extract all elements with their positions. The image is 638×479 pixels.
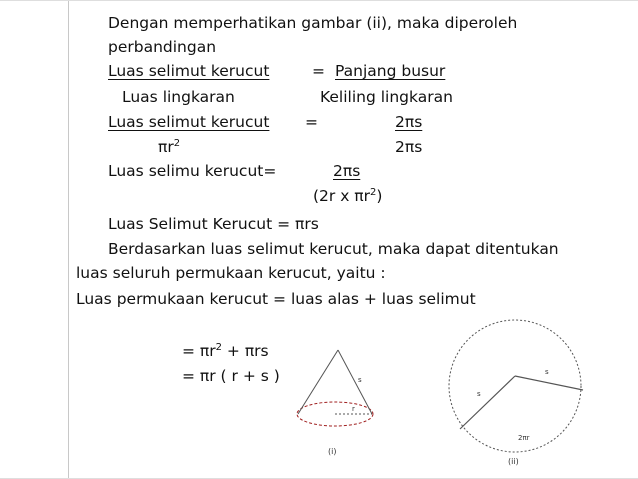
text-line-7: Luas selimu kerucut= (108, 162, 277, 180)
fraction2-numerator-right: 2πs (395, 113, 423, 131)
sector-side-left-label: s (477, 390, 481, 398)
text-line-11: luas seluruh permukaan kerucut, yaitu : (76, 264, 386, 282)
text-line-2: perbandingan (108, 38, 217, 56)
text-line-1: Dengan memperhatikan gambar (ii), maka diperoleh (108, 14, 518, 32)
equals-sign: = (312, 62, 325, 80)
fraction-denominator-left: Luas lingkaran (122, 88, 235, 106)
text-line-9: Luas Selimut Kerucut = πrs (108, 215, 319, 233)
top-border (0, 0, 638, 1)
fraction-numerator-right: Panjang busur (335, 62, 446, 80)
sector-caption: (ii) (508, 457, 519, 466)
fraction2-numerator-left: Luas selimut kerucut (108, 113, 270, 131)
equals-sign-2: = (305, 113, 318, 131)
cone-radius-label: r (352, 405, 355, 413)
cone-caption: (i) (328, 447, 337, 456)
text-line-10: Berdasarkan luas selimut kerucut, maka dapat ditentukan (108, 240, 559, 258)
sector-figure (425, 318, 615, 468)
sector-side-right-label: s (545, 368, 549, 376)
sector-arc-label: 2πr (518, 434, 530, 442)
fraction2-denominator-left: $\pi r^2$ (158, 138, 181, 156)
fraction2-denominator-right: 2πs (395, 138, 423, 156)
cone-side-label: s (358, 376, 362, 384)
fraction-numerator-left: Luas selimut kerucut (108, 62, 270, 80)
fraction-denominator-right: Keliling lingkaran (320, 88, 453, 106)
fraction3-numerator: 2πs (333, 162, 361, 180)
cone-figure (290, 348, 400, 463)
margin-rule (68, 0, 69, 479)
text-line-14: = πr ( r + s ) (182, 367, 280, 385)
fraction3-denominator: (2r x $\pi r^2$) (313, 187, 383, 205)
text-line-13: = $\pi r^2 + \pi rs$ (182, 342, 269, 360)
text-line-12: Luas permukaan kerucut = luas alas + luas selimut (76, 290, 476, 308)
